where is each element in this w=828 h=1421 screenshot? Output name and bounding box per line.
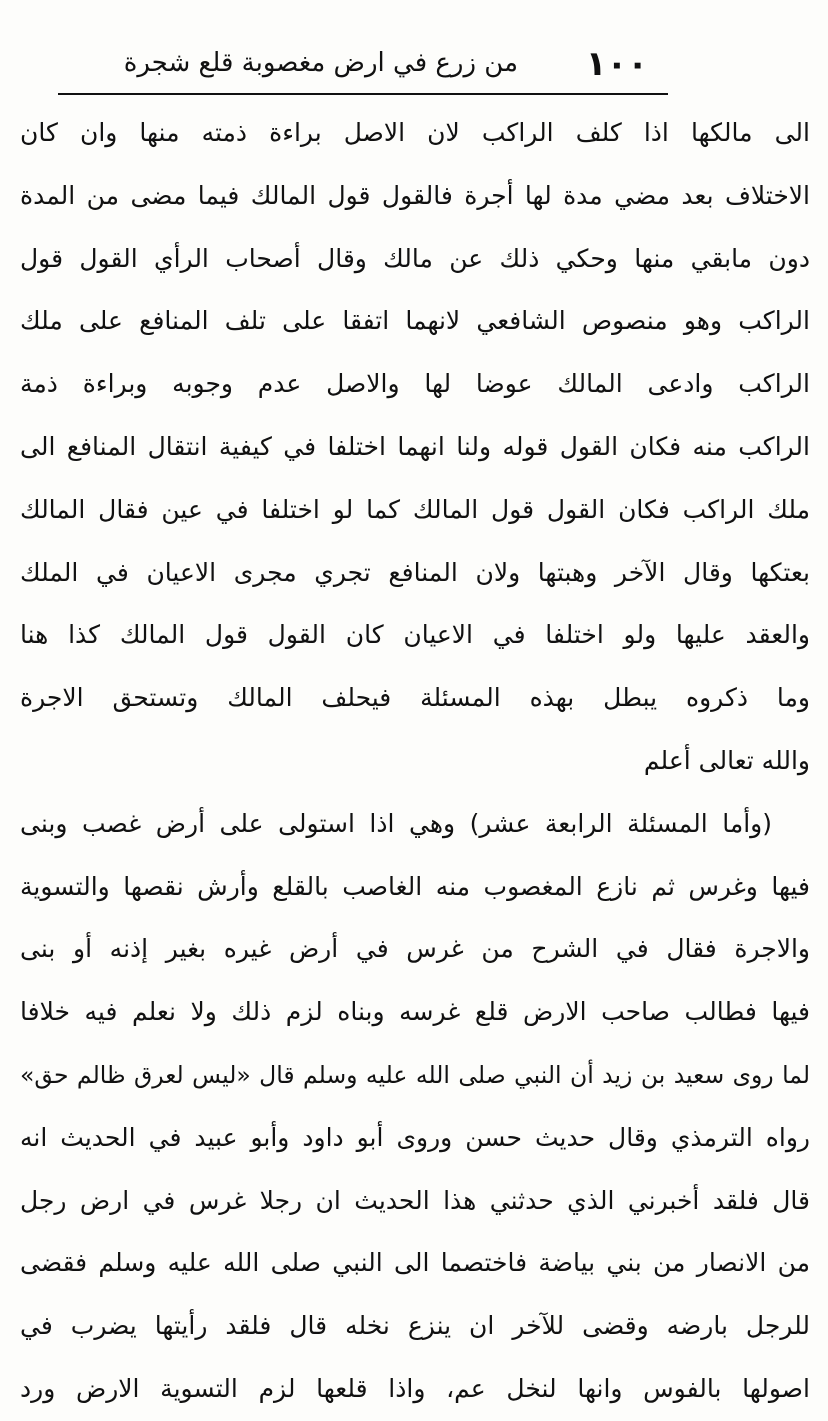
text-line: من الانصار من بني بياضة فاختصما الى النبي صلى الله عليه وسلم فقضى	[20, 1248, 810, 1278]
text-line: والله تعالى أعلم	[643, 745, 810, 775]
text-line: اصولها بالفوس وانها لنخل عم، واذا قلعها لزم التسوية الارض ورد	[20, 1373, 810, 1403]
running-title: من زرع في ارض مغصوبة قلع شجرة	[123, 48, 518, 78]
page-header	[58, 38, 668, 94]
text-line: الراكب وادعى المالك عوضا لها والاصل عدم وجوبه وبراءة ذمة	[20, 369, 810, 399]
text-line: فيها فطالب صاحب الارض قلع غرسه وبناه لزم ذلك ولا نعلم فيه خلافا	[20, 997, 810, 1027]
page-number: ١٠٠	[585, 44, 648, 84]
text-line: الراكب وهو منصوص الشافعي لانهما اتفقا على تلف المنافع على ملك	[20, 306, 810, 336]
body-text	[20, 102, 810, 1421]
text-line: الى مالكها اذا كلف الراكب لان الاصل براءة ذمته منها وان كان	[20, 118, 810, 147]
text-line: الراكب منه فكان القول قوله ولنا انهما اختلفا في كيفية انتقال المنافع الى	[20, 431, 810, 461]
text-line: للرجل بارضه وقضى للآخر ان ينزع نخله قال فلقد رأيتها يضرب في	[20, 1311, 810, 1341]
header-rule	[58, 93, 668, 95]
text-line: فيها وغرس ثم نازع المغصوب منه الغاصب بالقلع وأرش نقصها والتسوية	[20, 871, 810, 901]
text-line: قال فلقد أخبرني الذي حدثني هذا الحديث ان رجلا غرس في ارض رجل	[20, 1185, 810, 1215]
text-line: رواه الترمذي وقال حديث حسن وروى أبو داود وأبو عبيد في الحديث انه	[20, 1122, 810, 1152]
text-line: دون مابقي منها وحكي ذلك عن مالك وقال أصحاب الرأي القول قول	[20, 243, 810, 273]
text-line: والعقد عليها ولو اختلفا في الاعيان كان القول قول المالك كذا هنا	[20, 620, 810, 650]
text-line: الاختلاف بعد مضي مدة لها أجرة فالقول قول المالك فيما مضى من المدة	[20, 180, 810, 210]
text-line: لما روى سعيد بن زيد أن النبي صلى الله عليه وسلم قال «ليس لعرق ظالم حق»	[20, 1060, 810, 1089]
text-line: بعتكها وقال الآخر وهبتها ولان المنافع تجري مجرى الاعيان في الملك	[20, 557, 810, 587]
text-line: ملك الراكب فكان القول قول المالك كما لو اختلفا في عين فقال المالك	[20, 494, 810, 524]
text-line: والاجرة فقال في الشرح من غرس في أرض غيره بغير إذنه أو بنى	[20, 934, 810, 964]
text-line: وما ذكروه يبطل بهذه المسئلة فيحلف المالك وتستحق الاجرة	[20, 683, 810, 713]
text-line: (وأما المسئلة الرابعة عشر) وهي اذا استولى على أرض غصب وبنى	[20, 808, 772, 838]
